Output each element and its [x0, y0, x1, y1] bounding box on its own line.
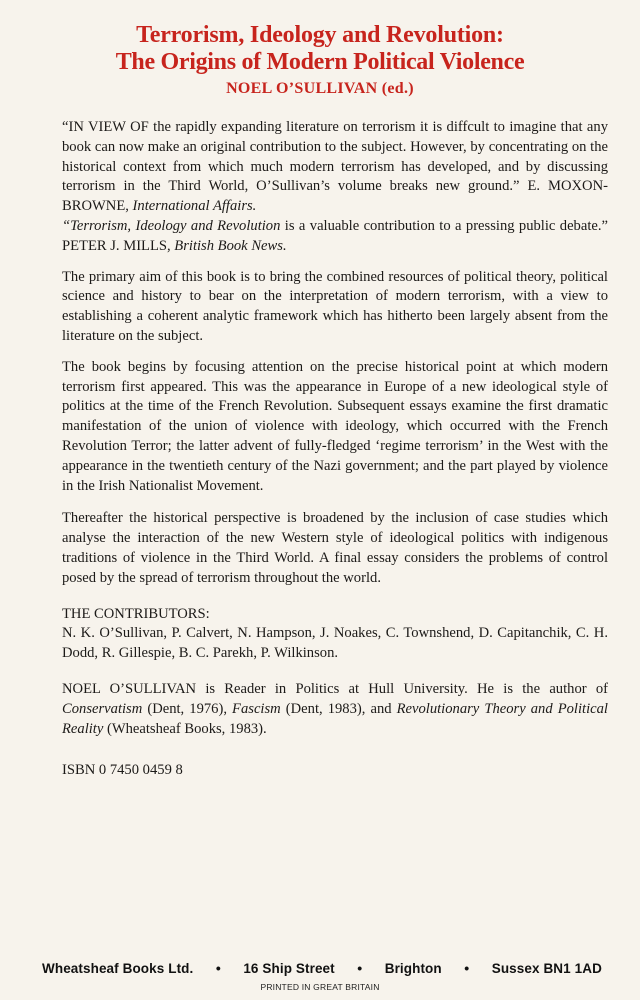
contributors-heading: THE CONTRIBUTORS: — [62, 605, 210, 622]
bullet-separator: • — [357, 960, 363, 976]
printed-in-note: PRINTED IN GREAT BRITAIN — [260, 982, 380, 992]
description-paragraph-1: The primary aim of this book is to bring the combined resources of political theory, political science and history to bear on the interpretation of modern terrorism, with a view to establishing a coherent analytic framework which has hitherto been largely absent from the literature on the subject. — [62, 268, 608, 344]
editor-bio — [62, 680, 608, 739]
bio-book-3: Revolutionary Theory and Political Reality — [62, 700, 608, 737]
bio-text-2: (Dent, 1976), — [142, 700, 233, 717]
bio-text-1: NOEL O’SULLIVAN is Reader in Politics at Hull University. He is the author of — [62, 680, 608, 697]
publisher-city: Brighton — [384, 960, 442, 976]
bio-text-3: (Dent, 1983), and — [280, 700, 397, 717]
description-paragraph-2: The book begins by focusing attention on the precise historical point at which modern terrorism first appeared. This was the appearance in Europe of a new ideological style of politics at the time of the French Revolution. Subsequent essays examine the first dramatic manifestation of the union of violence with ideology, which occurred with the French Revolution Terror; the latter advent of fully-fledged ‘regime terrorism’ in the West with the appearance in the twentieth century of the Nazi government; and the part played by violence in the Irish Nationalist Movement. — [62, 358, 608, 494]
review-2-book-title: “Terrorism, Ideology and Revolution — [62, 217, 281, 234]
review-1-source: International Affairs. — [132, 198, 257, 215]
publisher-name: Wheatsheaf Books Ltd. — [42, 960, 194, 976]
review-quote-2 — [62, 217, 608, 257]
review-1-text: “IN VIEW OF the rapidly expanding literature on terrorism it is diffcult to imagine that any book can now make an original contribution to the subject. However, by concentrating on the historical context from which much modern terrorism has developed, and by discussing terrorism in the Third World, O’Sullivan’s volume breaks new ground.” E. MOXON-BROWNE, — [62, 119, 608, 215]
publisher-postcode: Sussex BN1 1AD — [491, 960, 602, 976]
isbn-number: ISBN 0 7450 0459 8 — [62, 762, 183, 779]
review-2-source: British Book News. — [174, 237, 287, 254]
bio-book-2: Fascism — [232, 700, 281, 717]
bullet-separator: • — [215, 960, 221, 976]
bullet-separator: • — [464, 960, 470, 976]
book-title-line-1: Terrorism, Ideology and Revolution: — [136, 22, 504, 48]
review-quote-1 — [62, 118, 608, 217]
publisher-footer — [42, 960, 602, 976]
book-title-line-2: The Origins of Modern Political Violence — [115, 49, 525, 75]
contributors-list: N. K. O’Sullivan, P. Calvert, N. Hampson, J. Noakes, C. Townshend, D. Capitanchik, C. H. Dodd, R. Gillespie, B. C. Parekh, P. Wilkinson. — [62, 625, 608, 662]
bio-book-1: Conservatism — [62, 700, 143, 717]
bio-text-4: (Wheatsheaf Books, 1983). — [103, 720, 267, 737]
book-author: NOEL O’SULLIVAN (ed.) — [226, 80, 414, 97]
review-2-text: is a valuable contribution to a pressing public debate.” PETER J. MILLS, — [62, 217, 608, 254]
description-paragraph-3: Thereafter the historical perspective is broadened by the inclusion of case studies which analyse the interaction of the new Western style of ideological politics with indigenous traditions of violence in the Third World. A final essay considers the problems of control posed by the spread of terrorism throughout the world. — [62, 510, 608, 586]
cover-header — [0, 22, 640, 100]
blurb-body — [62, 118, 608, 781]
publisher-street: 16 Ship Street — [243, 960, 335, 976]
